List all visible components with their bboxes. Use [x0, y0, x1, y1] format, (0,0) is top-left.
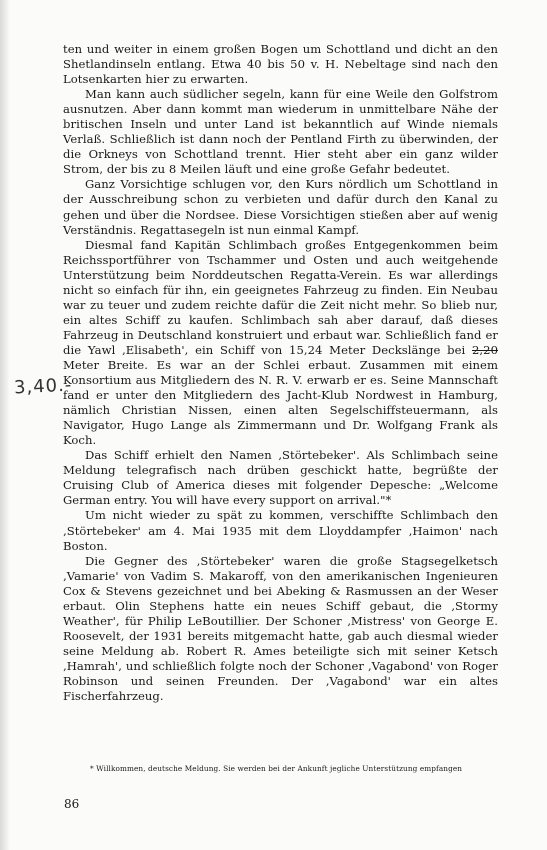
page-number: 86	[64, 797, 80, 811]
handwritten-margin-note: 3,40.-	[13, 374, 73, 399]
paragraph-text: Meter Breite. Es war an der Schlei erbaut. Zusammen mit einem Konsortium aus Mitgliedern des N. R. V. erwarb er es. Seine Mannschaft fand er unter den Mitgliedern des Jacht-Klub Nordwest in Hamburg, nämlich Christian Nissen, einen alten Segelschiffsteuermann, als Navigator, Hugo Lange als Zimmermann und Dr. Wolfgang Frank als Koch.	[63, 357, 498, 448]
footnote: * Willkommen, deutsche Meldung. Sie werden bei der Ankunft jegliche Unterstützung empfangen	[90, 764, 463, 773]
paragraph: Um nicht wieder zu spät zu kommen, verschiffte Schlimbach den ‚Störtebeker' am 4. Mai 1935 mit dem Lloyddampfer ‚Haimon' nach Boston.	[63, 508, 498, 553]
paragraph	[63, 238, 498, 449]
paragraph: Die Gegner des ‚Störtebeker' waren die große Stagsegelketsch ‚Vamarie' von Vadim S. Makaroff, von den amerikanischen Ingenieuren Cox & Stevens gezeichnet und bei Abeking & Rasmussen an der Weser erbaut. Olin Stephens hatte ein neues Schiff gebaut, die ‚Stormy Weather', für Philip LeBoutillier. Der Schoner ‚Mistress' von George E. Roosevelt, der 1931 bereits mitgemacht hatte, gab auch diesmal wieder seine Meldung ab. Robert R. Ames beteiligte sich mit seiner Ketsch ‚Hamrah', und schließlich folgte noch der Schoner ‚Vagabond' von Roger Robinson und seinen Freunden. Der ‚Vagabond' war ein altes Fischerfahrzeug.	[63, 553, 498, 704]
paragraph-text: Diesmal fand Kapitän Schlimbach großes Entgegenkommen beim Reichssportführer von Tschammer und Osten und auch weitgehende Unterstützung beim Norddeutschen Regatta-Verein. Es war allerdings nicht so einfach für ihn, ein geeignetes Fahrzeug zu finden. Ein Neubau war zu teuer und zudem reichte dafür die Zeit nicht mehr. So blieb nur, ein altes Schiff zu kaufen. Schlimbach sah aber darauf, daß dieses Fahrzeug in Deutschland konstruiert und erbaut war. Schließlich fand er die Yawl ‚Elisabeth', ein Schiff von 15,24 Meter Deckslänge bei	[63, 237, 498, 357]
paragraph: Ganz Vorsichtige schlugen vor, den Kurs nördlich um Schottland in der Ausschreibung schon zu verbieten und dafür durch den Kanal zu gehen und über die Nordsee. Diese Vorsichtigen stießen aber auf wenig Verständnis. Regattasegeln ist nun einmal Kampf.	[63, 177, 498, 237]
paragraph: Das Schiff erhielt den Namen ‚Störtebeker'. Als Schlimbach seine Meldung telegrafisch nach drüben geschickt hatte, begrüßte der Cruising Club of America dieses mit folgender Depesche: „Welcome German entry. You will have every support on arrival."*	[63, 448, 498, 508]
struck-value: 2,20	[471, 342, 498, 357]
page-gutter-shadow	[0, 0, 10, 850]
body-text	[63, 42, 498, 704]
paragraph: ten und weiter in einem großen Bogen um Schottland und dicht an den Shetlandinseln entlang. Etwa 40 bis 50 v. H. Nebeltage sind nach den Lotsenkarten hier zu erwarten.	[63, 42, 498, 87]
paragraph: Man kann auch südlicher segeln, kann für eine Weile den Golfstrom ausnutzen. Aber dann kommt man wiederum in unmittelbare Nähe der britischen Inseln und unter Land ist bekanntlich auf Winde niemals Verlaß. Schließlich ist dann noch der Pentland Firth zu überwinden, der die Orkneys von Schottland trennt. Hier steht aber ein ganz wilder Strom, der bis zu 8 Meilen läuft und eine große Gefahr bedeutet.	[63, 87, 498, 177]
